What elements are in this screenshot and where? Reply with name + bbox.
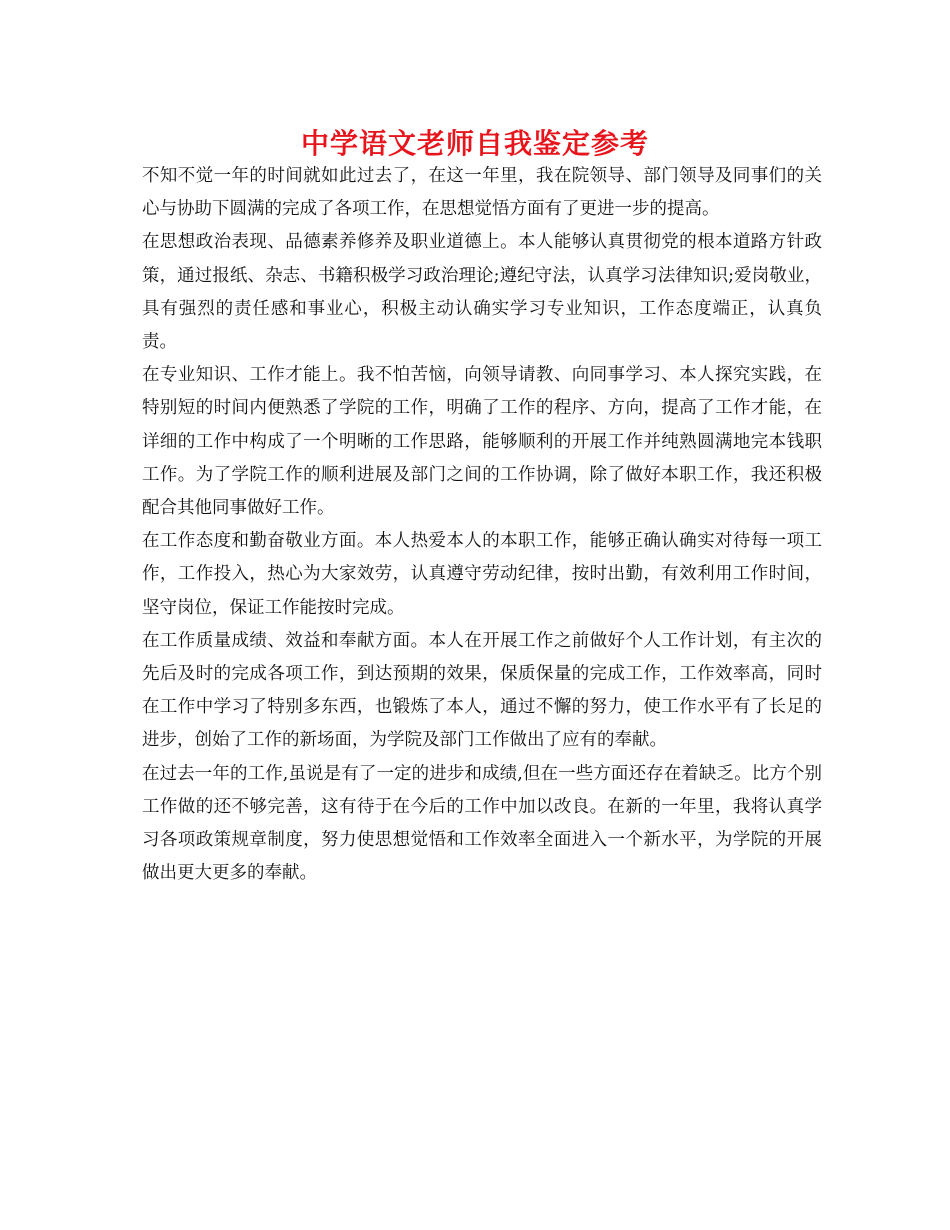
paragraph-summary: 在过去一年的工作,虽说是有了一定的进步和成绩,但在一些方面还存在着缺乏。比方个别工作做的还不够完善，这有待于在今后的工作中加以改良。在新的一年里，我将认真学习各项政策规章制度，努力使思想觉悟和工作效率全面进入一个新水平，为学院的开展做出更大更多的奉献。 bbox=[142, 763, 822, 884]
paragraph-political-conduct: 在思想政治表现、品德素养修养及职业道德上。本人能够认真贯彻党的根本道路方针政策，通过报纸、杂志、书籍积极学习政治理论;遵纪守法，认真学习法律知识;爱岗敬业，具有强烈的责任感和事业心，积极主动认确实学习专业知识，工作态度端正，认真负责。 bbox=[142, 232, 822, 353]
paragraph-intro: 不知不觉一年的时间就如此过去了，在这一年里，我在院领导、部门领导及同事们的关心与协助下圆满的完成了各项工作，在思想觉悟方面有了更进一步的提高。 bbox=[142, 166, 822, 220]
paragraph-work-quality: 在工作质量成绩、效益和奉献方面。本人在开展工作之前做好个人工作计划，有主次的先后及时的完成各项工作，到达预期的效果，保质保量的完成工作，工作效率高，同时在工作中学习了特别多东西，也锻炼了本人，通过不懈的努力，使工作水平有了长足的进步，创始了工作的新场面，为学院及部门工作做出了应有的奉献。 bbox=[142, 630, 822, 751]
paragraph-work-attitude: 在工作态度和勤奋敬业方面。本人热爱本人的本职工作，能够正确认确实对待每一项工作，工作投入，热心为大家效劳，认真遵守劳动纪律，按时出勤，有效利用工作时间，坚守岗位，保证工作能按时完成。 bbox=[142, 531, 822, 618]
document-title: 中学语文老师自我鉴定参考 bbox=[300, 127, 649, 160]
document-body bbox=[142, 160, 822, 890]
paragraph-professional-ability: 在专业知识、工作才能上。我不怕苦恼，向领导请教、向同事学习、本人探究实践，在特别短的时间内便熟悉了学院的工作，明确了工作的程序、方向，提高了工作才能，在详细的工作中构成了一个明晰的工作思路，能够顺利的开展工作并纯熟圆满地完本钱职工作。为了学院工作的顺利进展及部门之间的工作协调，除了做好本职工作，我还积极配合其他同事做好工作。 bbox=[142, 365, 822, 519]
